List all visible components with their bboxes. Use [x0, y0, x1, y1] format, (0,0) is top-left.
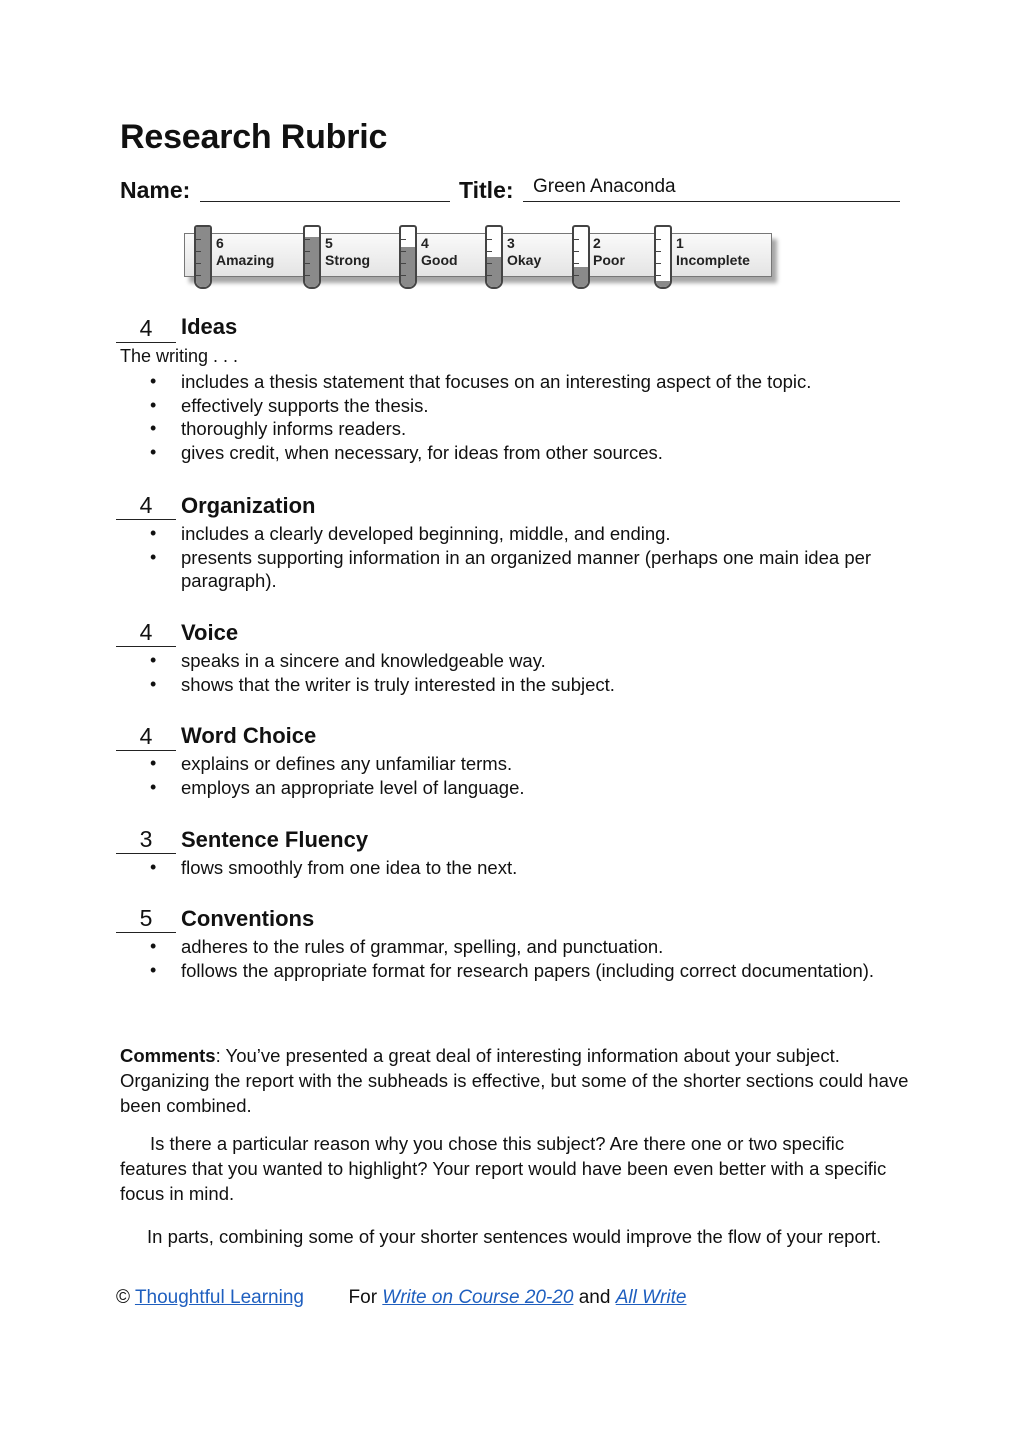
- voice-score[interactable]: 4: [116, 618, 176, 647]
- scale-level-2: 2 Poor: [593, 235, 625, 268]
- word-choice-score[interactable]: 4: [116, 722, 176, 751]
- test-tube-icon: [303, 225, 321, 289]
- test-tube-icon: [399, 225, 417, 289]
- scale-level-1: 1 Incomplete: [676, 235, 750, 268]
- title-field[interactable]: [523, 201, 900, 202]
- ideas-criteria: [150, 370, 910, 464]
- word-choice-heading: Word Choice: [181, 723, 317, 748]
- test-tube-icon: [654, 225, 672, 289]
- list-item: • follows the appropriate format for research papers (including correct documentation).: [150, 959, 910, 983]
- list-item: • presents supporting information in an organized manner (perhaps one main idea per paragraph).: [150, 546, 910, 593]
- comments-paragraph-2: Is there a particular reason why you chose this subject? Are there one or two specific features that you wanted to highlight? Your report would have been even better with a specific focus in mind.: [120, 1133, 887, 1204]
- title-label: Title:: [459, 177, 514, 203]
- copyright-symbol: ©: [116, 1287, 130, 1308]
- list-item: • speaks in a sincere and knowledgeable way.: [150, 649, 910, 673]
- fluency-criteria: [150, 856, 910, 880]
- footer: [116, 1287, 686, 1309]
- fluency-score[interactable]: 3: [116, 825, 176, 854]
- ideas-score[interactable]: 4: [116, 314, 176, 343]
- conventions-score[interactable]: 5: [116, 904, 176, 933]
- footer-for-text: For: [348, 1287, 378, 1308]
- rating-scale: [180, 225, 780, 293]
- page-title: Research Rubric: [120, 118, 388, 156]
- list-item: • includes a clearly developed beginning, middle, and ending.: [150, 522, 910, 546]
- ideas-intro: The writing . . .: [120, 346, 239, 366]
- conventions-heading: Conventions: [181, 906, 315, 931]
- word-choice-criteria: [150, 752, 910, 799]
- organization-heading: Organization: [181, 493, 316, 518]
- test-tube-icon: [194, 225, 212, 289]
- conventions-criteria: [150, 935, 910, 982]
- voice-criteria: [150, 649, 910, 696]
- publisher-link[interactable]: Thoughtful Learning: [134, 1287, 304, 1308]
- title-value: Green Anaconda: [533, 176, 676, 197]
- organization-criteria: [150, 522, 910, 593]
- list-item: • effectively supports the thesis.: [150, 394, 910, 418]
- name-label: Name:: [120, 177, 191, 203]
- footer-and-text: and: [578, 1287, 611, 1308]
- comments-paragraph: Comments: You’ve presented a great deal of interesting information about your subject. Organizing the report with the subheads is effective, but some of the shorter sections could have been combined.: [120, 1045, 909, 1116]
- name-field[interactable]: [200, 201, 450, 202]
- voice-heading: Voice: [181, 620, 239, 645]
- list-item: • employs an appropriate level of language.: [150, 776, 910, 800]
- scale-level-4: 4 Good: [421, 235, 458, 268]
- list-item: • explains or defines any unfamiliar terms.: [150, 752, 910, 776]
- comments-label: Comments: [120, 1045, 216, 1066]
- book-link-all-write[interactable]: All Write: [615, 1287, 687, 1308]
- comments-block: [120, 1043, 910, 1118]
- list-item: • gives credit, when necessary, for ideas from other sources.: [150, 441, 910, 465]
- list-item: • flows smoothly from one idea to the next.: [150, 856, 910, 880]
- list-item: • includes a thesis statement that focuses on an interesting aspect of the topic.: [150, 370, 910, 394]
- fluency-heading: Sentence Fluency: [181, 827, 369, 852]
- ideas-heading: Ideas: [181, 314, 238, 339]
- scale-level-6: 6 Amazing: [216, 235, 275, 268]
- organization-score[interactable]: 4: [116, 491, 176, 520]
- scale-level-3: 3 Okay: [507, 235, 542, 268]
- list-item: • thoroughly informs readers.: [150, 417, 910, 441]
- test-tube-icon: [572, 225, 590, 289]
- list-item: • adheres to the rules of grammar, spelling, and punctuation.: [150, 935, 910, 959]
- book-link-write-on-course[interactable]: Write on Course 20-20: [382, 1287, 574, 1308]
- scale-level-5: 5 Strong: [325, 235, 371, 268]
- list-item: • shows that the writer is truly interested in the subject.: [150, 673, 910, 697]
- test-tube-icon: [485, 225, 503, 289]
- comments-paragraph-3: In parts, combining some of your shorter sentences would improve the flow of your report.: [147, 1226, 882, 1247]
